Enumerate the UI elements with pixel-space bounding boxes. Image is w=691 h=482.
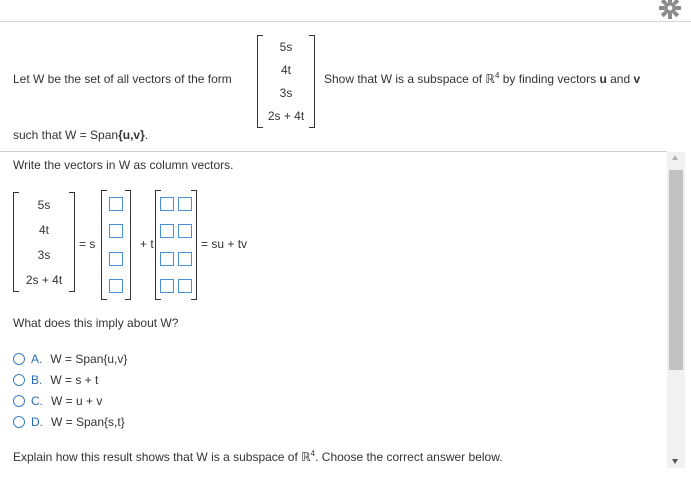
- explain-prefix: Explain how this result shows that W is a subspace of: [13, 450, 302, 464]
- and-text: and: [606, 72, 634, 86]
- form-vector-entry: 2s + 4t: [267, 109, 305, 124]
- answer-box-u-2[interactable]: [109, 224, 123, 238]
- answer-box-v-2b[interactable]: [178, 224, 192, 238]
- option-text: W = s + t: [50, 373, 99, 387]
- exponent: 4: [310, 449, 316, 458]
- option-text: W = Span{s,t}: [51, 415, 125, 429]
- such-that-prefix: such that W = Span: [13, 128, 119, 142]
- span-set: {u,v}: [118, 128, 145, 142]
- answer-box-v-4a[interactable]: [160, 279, 174, 293]
- answer-box-u-3[interactable]: [109, 252, 123, 266]
- show-prefix: Show that W is a subspace of: [324, 72, 486, 86]
- show-mid: by finding vectors: [499, 72, 600, 86]
- answer-box-v-1b[interactable]: [178, 197, 192, 211]
- left-vector-entry: 5s: [37, 197, 51, 212]
- option-letter: A.: [31, 352, 43, 366]
- vector-v-input: [155, 190, 197, 300]
- scroll-down-icon[interactable]: [672, 459, 678, 464]
- such-that-suffix: .: [144, 128, 149, 142]
- answer-box-v-2a[interactable]: [160, 224, 174, 238]
- section-divider: [0, 151, 667, 152]
- reals-symbol: ℝ: [485, 72, 495, 86]
- option-d[interactable]: [13, 415, 125, 429]
- form-vector-entry: 4t: [280, 62, 291, 77]
- vector-u-input: [101, 190, 131, 300]
- option-letter: C.: [31, 394, 43, 408]
- left-vector-entry: 2s + 4t: [25, 272, 63, 287]
- left-vector: [13, 192, 75, 292]
- such-that-text: [13, 128, 148, 142]
- scrollbar[interactable]: [667, 152, 685, 468]
- form-vector-entry: 3s: [279, 86, 293, 101]
- form-vector-entry: 5s: [279, 39, 293, 54]
- reals-symbol: ℝ: [301, 450, 311, 464]
- left-vector-entry: 3s: [37, 247, 51, 262]
- equals-su-tv: = su + tv: [201, 237, 248, 251]
- top-divider: [0, 21, 691, 22]
- answer-box-v-3b[interactable]: [178, 252, 192, 266]
- gear-icon[interactable]: [658, 0, 682, 20]
- scroll-thumb[interactable]: [669, 170, 683, 370]
- scroll-up-icon[interactable]: [672, 155, 678, 160]
- explain-prompt: [13, 450, 503, 464]
- option-text: W = Span{u,v}: [50, 352, 128, 366]
- radio-button[interactable]: [13, 395, 25, 407]
- vector-u: u: [599, 72, 607, 86]
- exponent: 4: [494, 71, 500, 80]
- option-letter: B.: [31, 373, 43, 387]
- answer-box-u-1[interactable]: [109, 197, 123, 211]
- option-a[interactable]: [13, 352, 127, 366]
- option-b[interactable]: [13, 373, 98, 387]
- option-letter: D.: [31, 415, 43, 429]
- radio-button[interactable]: [13, 353, 25, 365]
- equals-s: = s: [79, 237, 96, 251]
- option-text: W = u + v: [51, 394, 103, 408]
- form-vector: [257, 35, 315, 128]
- left-vector-entry: 4t: [38, 222, 49, 237]
- radio-button[interactable]: [13, 374, 25, 386]
- answer-box-u-4[interactable]: [109, 279, 123, 293]
- radio-button[interactable]: [13, 416, 25, 428]
- option-c[interactable]: [13, 394, 102, 408]
- implication-question: What does this imply about W?: [13, 316, 179, 330]
- answer-box-v-3a[interactable]: [160, 252, 174, 266]
- answer-box-v-4b[interactable]: [178, 279, 192, 293]
- plus-t: + t: [140, 237, 154, 251]
- show-that-text: [324, 72, 640, 86]
- question-intro: Let W be the set of all vectors of the form: [13, 72, 232, 86]
- answer-box-v-1a[interactable]: [160, 197, 174, 211]
- vector-v: v: [633, 72, 641, 86]
- instruction-text: Write the vectors in W as column vectors.: [13, 158, 234, 172]
- explain-suffix: . Choose the correct answer below.: [315, 450, 503, 464]
